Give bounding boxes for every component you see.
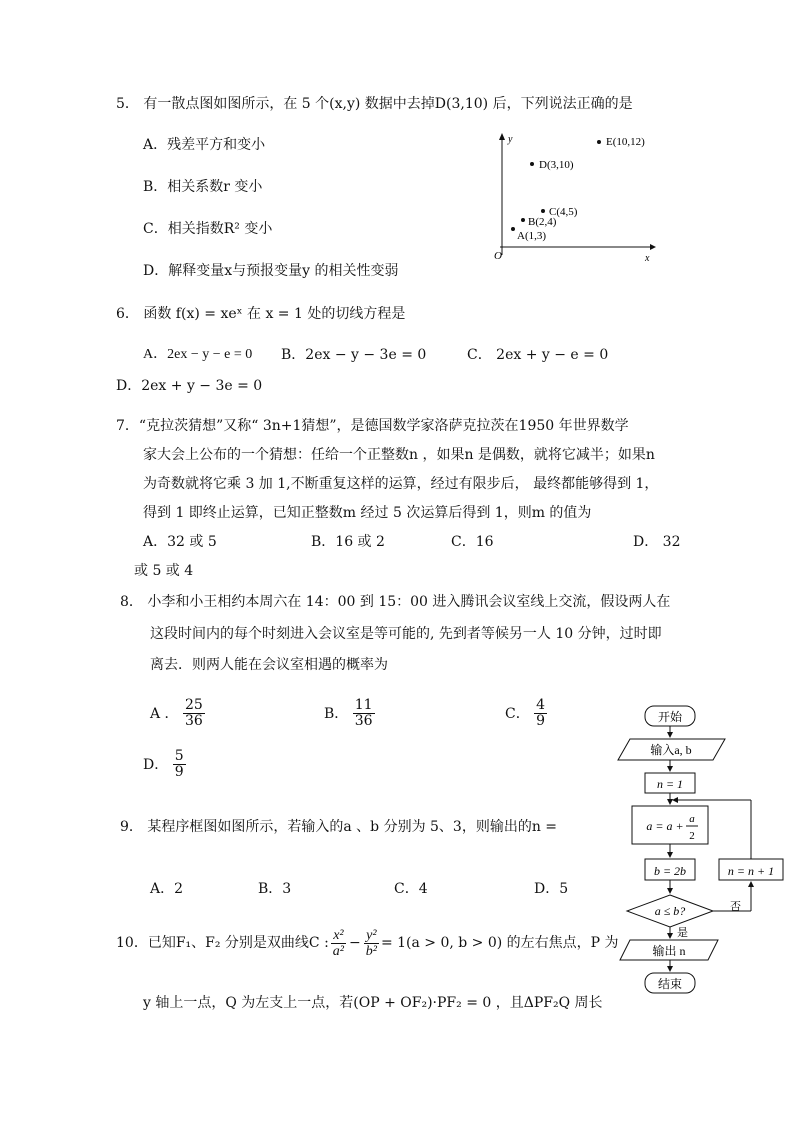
flow-assign-b-label: b = 2b [653,864,687,878]
q8-option-d-denominator: 9 [174,764,184,781]
q10-fraction-x-denominator: a² [332,944,344,960]
q8-line-2: 这段时间内的每个时刻进入会议室是等可能的, 先到者等候另一人 10 分钟，过时即 [150,626,662,642]
q10-fraction-x [331,928,346,960]
flow-input-label: 输入a, b [650,743,692,757]
q8-option-a-numerator: 25 [185,697,203,713]
scatter-plot [490,130,660,265]
point-b [521,218,525,222]
q10-line-2: y 轴上一点，Q 为左支上一点，若(OP + OF₂)·PF₂ = 0 ，且ΔPF₂Q 周长 [143,995,603,1011]
q5-option-a: A．残差平方和变小 [143,137,266,153]
point-e-label: E(10,12) [606,136,645,148]
q5-option-b: B．相关系数r 变小 [143,179,263,195]
q8-option-d-fraction [173,749,186,781]
q8-option-b-fraction [353,698,375,730]
q8-option-a-label: A ． [150,705,179,722]
q8-option-c-denominator: 9 [536,713,546,730]
point-d [530,162,534,166]
q6-option-b: B．2ex − y − 3e = 0 [281,347,427,363]
q9-option-a: A．2 [150,881,184,897]
q10-fraction-y-numerator: y² [366,928,377,943]
q10-line-1: 10．已知F₁、F₂ 分别是双曲线C : $\frac{\text{x²}}{\text{a²}}$ − $\frac{\text{y²}}{\text{b²}}$ = 1(a > 0, b > 0) 的左右焦点，P 为 [116,928,619,960]
q8-option-d-label: D． [143,756,169,773]
q9-option-c: C．4 [394,881,428,897]
origin-label: O [494,250,502,262]
q8-option-d-numerator: 5 [174,748,184,764]
flow-end-label: 结束 [657,977,683,991]
q6-stem: 6． 函数 f(x) = xeˣ 在 x = 1 处的切线方程是 [116,306,406,322]
x-axis-label: x [645,253,650,264]
flow-init-label: n = 1 [656,777,684,791]
q8-option-c-label: C． [505,705,530,722]
point-c [541,209,545,213]
q7-line-1: 7．“克拉茨猜想”又称“ 3n+1猜想”，是德国数学家洛萨克拉茨在1950 年世界数学 [116,418,629,434]
q8-option-c-fraction [534,698,547,730]
q9-option-d: D．5 [534,881,569,897]
flow-no-label: 否 [730,901,741,913]
q10-line-1-prefix: 10．已知F₁、F₂ 分别是双曲线C : [116,935,329,952]
point-d-label: D(3,10) [539,159,574,171]
y-axis-label: y [508,134,513,145]
flow-output-label: 输出 n [652,944,686,958]
q6-option-d: D．2ex + y − 3e = 0 [116,378,263,394]
q7-line-2: 家大会上公布的一个猜想：任给一个正整数n ，如果n 是偶数，就将它减半；如果n [143,447,655,463]
q8-option-a [150,698,205,730]
q7-option-c: C．16 [451,534,494,550]
q5-option-d: D．解释变量x与预报变量y 的相关性变弱 [143,263,399,279]
y-axis-arrow [499,133,505,140]
flow-yes-label: 是 [677,927,688,939]
q7-option-d-continued: 或 5 或 4 [134,563,194,579]
q9-stem: 9． 某程序框图如图所示，若输入的a 、b 分别为 5、3，则输出的n = [120,819,558,835]
q5-stem: 5． 有一散点图如图所示，在 5 个(x,y) 数据中去掉D(3,10) 后，下列说法正确的是 [116,96,633,112]
q8-option-c-numerator: 4 [536,697,546,713]
flow-condition-label: a ≤ b? [654,904,686,918]
q8-line-1: 8． 小李和小王相约本周六在 14：00 到 15：00 进入腾讯会议室线上交流，假设两人在 [120,594,671,610]
q7-option-b: B．16 或 2 [311,534,385,550]
point-c-label: C(4,5) [549,206,578,218]
q7-option-a: A．32 或 5 [143,534,217,550]
q8-option-b-label: B． [324,705,349,722]
flow-increment-label: n = n + 1 [727,864,775,878]
q8-option-b-numerator: 11 [354,697,373,713]
q8-option-b-denominator: 36 [354,713,373,730]
point-e [597,140,601,144]
q6-option-a: A．2ex − y − e = 0 [143,347,253,362]
x-axis-arrow [650,244,656,250]
q8-option-a-denominator: 36 [185,713,203,730]
flow-assign-a-denominator: 2 [689,830,695,842]
q10-fraction-y-denominator: b² [365,944,377,960]
point-a [511,227,515,231]
flowchart [615,700,794,1000]
q7-line-3: 为奇数就将它乘 3 加 1,不断重复这样的运算，经过有限步后， 最终都能够得到 1， [143,476,659,492]
q8-option-a-fraction [183,698,205,730]
flow-start-label: 开始 [657,710,683,724]
q8-line-3: 离去．则两人能在会议室相遇的概率为 [150,657,388,673]
q8-option-d [143,749,186,781]
q8-option-b [324,698,375,730]
q10-line-1-suffix: = 1(a > 0, b > 0) 的左右焦点，P 为 [380,935,619,952]
q7-line-4: 得到 1 即终止运算，已知正整数m 经过 5 次运算后得到 1，则m 的值为 [143,505,592,521]
point-a-label: A(1,3) [517,230,547,242]
q10-fraction-x-numerator: x² [333,928,344,943]
point-b-label: B(2,4) [528,216,557,228]
q9-option-b: B．3 [258,881,292,897]
q10-fraction-y [364,928,379,960]
flow-assign-a-label: a = a + [646,819,684,833]
q6-option-c: C． 2ex + y − e = 0 [467,347,609,363]
q5-option-c: C．相关指数R² 变小 [143,221,273,237]
q8-option-c [505,698,547,730]
q7-option-d: D． 32 [633,534,681,550]
flow-assign-a-numerator: a [689,813,695,825]
